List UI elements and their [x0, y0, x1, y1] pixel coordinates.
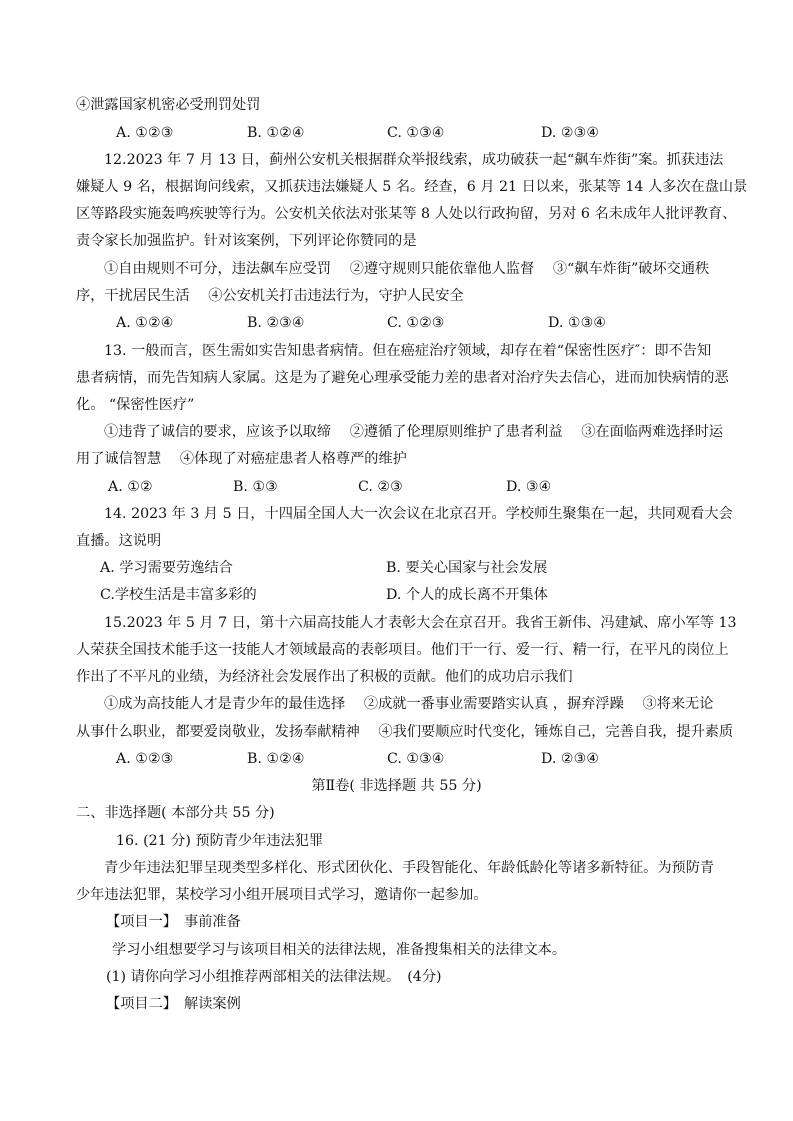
q15-option-c: C. ①③④ [387, 751, 445, 767]
q16-project-1-text: 学习小组想要学习与该项目相关的法律法规，准备搜集相关的法律文本。 [112, 942, 567, 958]
q12-stem-line-1: 12.2023 年 7 月 13 日，蓟州公安机关根据群众举报线索，成功破获一起“飙车炸街”案。抓获违法 [104, 152, 724, 168]
q16-intro-line-2: 少年违法犯罪，某校学习小组开展项目式学习，邀请你一起参加。 [76, 887, 488, 903]
q11-option-a: A. ①②③ [116, 125, 174, 141]
q14-option-a: A. 学习需要劳逸结合 [100, 560, 233, 576]
q13-option-d: D. ③④ [506, 479, 552, 495]
q16-intro-line-1: 青少年违法犯罪呈现类型多样化、形式团伙化、手段智能化、年龄低龄化等诸多新特征。为预防青 [104, 860, 715, 876]
q14-option-c: C.学校生活是丰富多彩的 [100, 587, 257, 603]
q15-option-b: B. ①②④ [247, 751, 305, 767]
q14-option-d: D. 个人的成长离不开集体 [386, 587, 548, 603]
q12-items-line-1: ①自由规则不可分，违法飙车应受罚 ②遵守规则只能依靠他人监督 ③“飙车炸街”破坏交通秩 [104, 261, 710, 277]
q15-option-d: D. ②③④ [541, 751, 600, 767]
q11-option-d: D. ②③④ [541, 125, 600, 141]
q15-items-line-2: 从事什么职业，都要爱岗敬业，发扬奉献精神 ④我们要顺应时代变化，锤炼自己，完善自我，提升素质 [76, 724, 734, 740]
q11-option-b: B. ①②④ [247, 125, 305, 141]
q11-option-c: C. ①③④ [387, 125, 445, 141]
q16-project-1-heading: 【项目一】 事前准备 [106, 914, 241, 930]
q13-stem-line-3: 化。 “保密性医疗” [76, 397, 195, 413]
q12-option-b: B. ②③④ [247, 315, 305, 331]
q12-stem-line-2: 嫌疑人 9 名，根据询问线索，又抓获违法嫌疑人 5 名。经查，6 月 21 日以来，张某等 14 人多次在盘山景 [76, 179, 748, 195]
q15-option-a: A. ①②③ [116, 751, 174, 767]
q16-heading: 16. (21 分) 预防青少年违法犯罪 [116, 833, 324, 849]
q11-item-4: ④泄露国家机密必受刑罚处罚 [76, 97, 261, 113]
q13-items-line-2: 用了诚信智慧 ④体现了对癌症患者人格尊严的维护 [76, 451, 407, 467]
q15-stem-line-1: 15.2023 年 5 月 7 日，第十六届高技能人才表彰大会在京召开。我省王新伟、冯建斌、席小军等 13 [104, 615, 737, 631]
q15-stem-line-2: 人荣获全国技术能手这一技能人才领域最高的表彰项目。他们干一行、爱一行、精一行，在平凡的岗位上 [76, 642, 729, 658]
q13-items-line-1: ①违背了诚信的要求，应该予以取缔 ②遵循了伦理原则维护了患者利益 ③在面临两难选择时运 [104, 424, 724, 440]
q12-option-a: A. ①②④ [116, 315, 174, 331]
q15-items-line-1: ①成为高技能人才是青少年的最佳选择 ②成就一番事业需要踏实认真 ，摒弃浮躁 ③将来无论 [104, 696, 714, 712]
q14-stem-line-1: 14. 2023 年 3 月 5 日，十四届全国人大一次会议在北京召开。学校师生聚集在一起，共同观看大会 [104, 506, 733, 522]
q13-option-b: B. ①③ [233, 479, 278, 495]
q15-stem-line-3: 作出了不平凡的业绩，为经济社会发展作出了积极的贡献。他们的成功启示我们 [76, 669, 573, 685]
q12-stem-line-4: 责令家长加强监护。针对该案例，下列评论你赞同的是 [76, 233, 417, 249]
section-2-heading: 二、非选择题( 本部分共 55 分) [76, 805, 275, 821]
q16-project-2-heading: 【项目二】 解读案例 [106, 996, 241, 1012]
q16-subquestion-1: (1) 请你向学习小组推荐两部相关的法律法规。 (4分) [106, 969, 442, 985]
q12-option-c: C. ①②③ [387, 315, 445, 331]
q13-stem-line-1: 13. 一般而言，医生需如实告知患者病情。但在癌症治疗领域，却存在着“保密性医疗″：即不告知 [104, 343, 712, 359]
q13-option-a: A. ①② [108, 479, 153, 495]
q13-stem-line-2: 患者病情，而先告知病人家属。这是为了避免心理承受能力差的患者对治疗失去信心，进而加快病情的恶 [76, 370, 729, 386]
q13-option-c: C. ②③ [358, 479, 403, 495]
q12-items-line-2: 序，干扰居民生活 ④公安机关打击违法行为，守护人民安全 [76, 288, 464, 304]
q14-stem-line-2: 直播。这说明 [76, 533, 162, 549]
q12-stem-line-3: 区等路段实施轰鸣疾驶等行为。公安机关依法对张某等 8 人处以行政拘留，另对 6 名未成年人批评教育、 [76, 206, 737, 222]
q12-option-d: D. ①③④ [548, 315, 607, 331]
part-2-title: 第Ⅱ卷( 非选择题 共 55 分) [311, 778, 482, 794]
q14-option-b: B. 要关心国家与社会发展 [386, 560, 548, 576]
